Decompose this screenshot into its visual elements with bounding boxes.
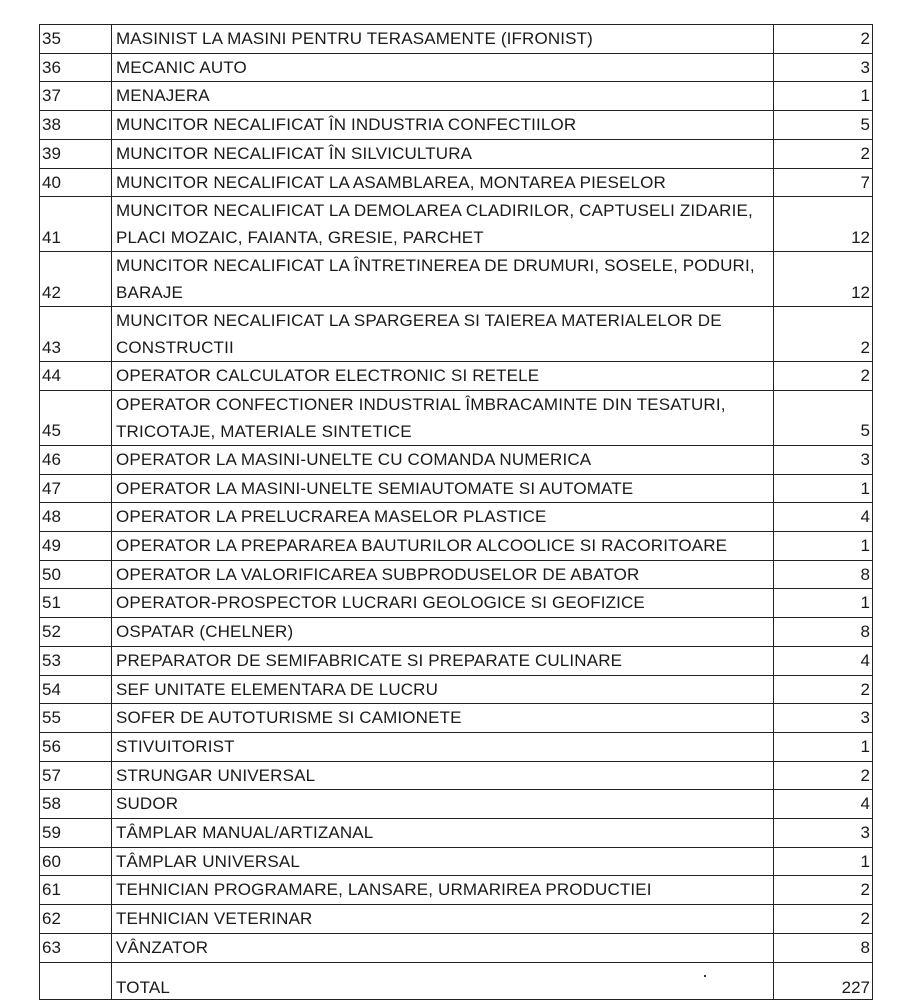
row-number: 41 (40, 197, 112, 252)
table-body (40, 25, 873, 963)
row-number: 48 (40, 503, 112, 532)
occupation-name: OPERATOR LA PREPARAREA BAUTURILOR ALCOOLICE SI RACORITOARE (112, 532, 774, 561)
row-number: 63 (40, 933, 112, 962)
occupation-name: MUNCITOR NECALIFICAT LA ASAMBLAREA, MONTAREA PIESELOR (112, 168, 774, 197)
table-row (40, 790, 873, 819)
occupation-name: TEHNICIAN PROGRAMARE, LANSARE, URMARIREA PRODUCTIEI (112, 876, 774, 905)
occupation-name: OPERATOR LA MASINI-UNELTE CU COMANDA NUMERICA (112, 445, 774, 474)
total-row (40, 962, 873, 999)
occupation-name: MUNCITOR NECALIFICAT LA DEMOLAREA CLADIRILOR, CAPTUSELI ZIDARIE, PLACI MOZAIC, FAIANTA, GRESIE, PARCHET (112, 197, 774, 252)
table-row (40, 732, 873, 761)
vacancy-count: 2 (774, 139, 873, 168)
total-count: 227 (774, 962, 873, 999)
vacancy-count: 8 (774, 560, 873, 589)
row-number: 53 (40, 646, 112, 675)
vacancy-count: 1 (774, 532, 873, 561)
vacancy-count: 1 (774, 732, 873, 761)
job-vacancies-table-sheet (39, 24, 872, 1000)
occupation-name: SUDOR (112, 790, 774, 819)
occupation-name: MUNCITOR NECALIFICAT ÎN INDUSTRIA CONFECTIILOR (112, 111, 774, 140)
occupation-name: MUNCITOR NECALIFICAT LA SPARGEREA SI TAIEREA MATERIALELOR DE CONSTRUCTII (112, 307, 774, 362)
table-row (40, 53, 873, 82)
occupation-name: VÂNZATOR (112, 933, 774, 962)
occupation-name: OPERATOR LA MASINI-UNELTE SEMIAUTOMATE SI AUTOMATE (112, 474, 774, 503)
row-number: 51 (40, 589, 112, 618)
occupation-name: SOFER DE AUTOTURISME SI CAMIONETE (112, 704, 774, 733)
occupation-name: TÂMPLAR MANUAL/ARTIZANAL (112, 819, 774, 848)
vacancy-count: 1 (774, 474, 873, 503)
vacancy-count: 2 (774, 905, 873, 934)
vacancy-count: 2 (774, 876, 873, 905)
table-row (40, 197, 873, 252)
table-row (40, 933, 873, 962)
row-number: 45 (40, 390, 112, 445)
vacancy-count: 3 (774, 53, 873, 82)
table-row (40, 876, 873, 905)
row-number: 57 (40, 761, 112, 790)
table-row (40, 618, 873, 647)
vacancy-count: 5 (774, 390, 873, 445)
row-number: 62 (40, 905, 112, 934)
occupation-name: OPERATOR CALCULATOR ELECTRONIC SI RETELE (112, 362, 774, 391)
row-number: 60 (40, 847, 112, 876)
row-number: 36 (40, 53, 112, 82)
occupation-name: TÂMPLAR UNIVERSAL (112, 847, 774, 876)
row-number: 56 (40, 732, 112, 761)
total-row-number-cell (40, 962, 112, 999)
vacancy-count: 12 (774, 197, 873, 252)
row-number: 50 (40, 560, 112, 589)
row-number: 39 (40, 139, 112, 168)
table-row (40, 168, 873, 197)
table-row (40, 905, 873, 934)
table-row (40, 532, 873, 561)
occupation-name: TEHNICIAN VETERINAR (112, 905, 774, 934)
vacancy-count: 2 (774, 25, 873, 54)
vacancy-count: 4 (774, 646, 873, 675)
vacancy-count: 8 (774, 933, 873, 962)
table-row (40, 560, 873, 589)
vacancy-count: 4 (774, 790, 873, 819)
row-number: 52 (40, 618, 112, 647)
vacancy-count: 8 (774, 618, 873, 647)
vacancy-count: 2 (774, 362, 873, 391)
row-number: 43 (40, 307, 112, 362)
total-label: TOTAL (112, 962, 774, 999)
table-row (40, 503, 873, 532)
occupation-name: OPERATOR-PROSPECTOR LUCRARI GEOLOGICE SI GEOFIZICE (112, 589, 774, 618)
occupation-name: OPERATOR LA VALORIFICAREA SUBPRODUSELOR DE ABATOR (112, 560, 774, 589)
vacancy-count: 1 (774, 589, 873, 618)
occupation-name: MUNCITOR NECALIFICAT LA ÎNTRETINEREA DE DRUMURI, SOSELE, PODURI, BARAJE (112, 252, 774, 307)
table-row (40, 819, 873, 848)
vacancy-count: 12 (774, 252, 873, 307)
occupation-name: OPERATOR LA PRELUCRAREA MASELOR PLASTICE (112, 503, 774, 532)
occupation-name: MENAJERA (112, 82, 774, 111)
table-row (40, 362, 873, 391)
vacancy-count: 3 (774, 445, 873, 474)
row-number: 40 (40, 168, 112, 197)
vacancy-count: 1 (774, 847, 873, 876)
table-row (40, 589, 873, 618)
table-row (40, 761, 873, 790)
row-number: 59 (40, 819, 112, 848)
vacancy-count: 7 (774, 168, 873, 197)
vacancy-count: 3 (774, 704, 873, 733)
table-row (40, 307, 873, 362)
row-number: 58 (40, 790, 112, 819)
row-number: 44 (40, 362, 112, 391)
vacancy-count: 4 (774, 503, 873, 532)
vacancy-count: 3 (774, 819, 873, 848)
vacancy-count: 2 (774, 675, 873, 704)
row-number: 38 (40, 111, 112, 140)
vacancy-count: 5 (774, 111, 873, 140)
occupation-name: MASINIST LA MASINI PENTRU TERASAMENTE (IFRONIST) (112, 25, 774, 54)
row-number: 35 (40, 25, 112, 54)
row-number: 49 (40, 532, 112, 561)
job-vacancies-table (39, 24, 873, 1000)
occupation-name: MUNCITOR NECALIFICAT ÎN SILVICULTURA (112, 139, 774, 168)
row-number: 42 (40, 252, 112, 307)
vacancy-count: 2 (774, 761, 873, 790)
occupation-name: PREPARATOR DE SEMIFABRICATE SI PREPARATE CULINARE (112, 646, 774, 675)
table-row (40, 252, 873, 307)
table-row (40, 139, 873, 168)
vacancy-count: 2 (774, 307, 873, 362)
occupation-name: SEF UNITATE ELEMENTARA DE LUCRU (112, 675, 774, 704)
table-row (40, 390, 873, 445)
row-number: 47 (40, 474, 112, 503)
table-row (40, 847, 873, 876)
occupation-name: MECANIC AUTO (112, 53, 774, 82)
row-number: 37 (40, 82, 112, 111)
occupation-name: STIVUITORIST (112, 732, 774, 761)
occupation-name: OSPATAR (CHELNER) (112, 618, 774, 647)
occupation-name: STRUNGAR UNIVERSAL (112, 761, 774, 790)
row-number: 46 (40, 445, 112, 474)
vacancy-count: 1 (774, 82, 873, 111)
table-row (40, 111, 873, 140)
occupation-name: OPERATOR CONFECTIONER INDUSTRIAL ÎMBRACAMINTE DIN TESATURI, TRICOTAJE, MATERIALE SINTETICE (112, 390, 774, 445)
table-row (40, 445, 873, 474)
table-row (40, 474, 873, 503)
table-row (40, 646, 873, 675)
row-number: 54 (40, 675, 112, 704)
table-row (40, 82, 873, 111)
row-number: 61 (40, 876, 112, 905)
table-row (40, 704, 873, 733)
scan-speck (704, 975, 706, 977)
table-row (40, 675, 873, 704)
table-row (40, 25, 873, 54)
row-number: 55 (40, 704, 112, 733)
